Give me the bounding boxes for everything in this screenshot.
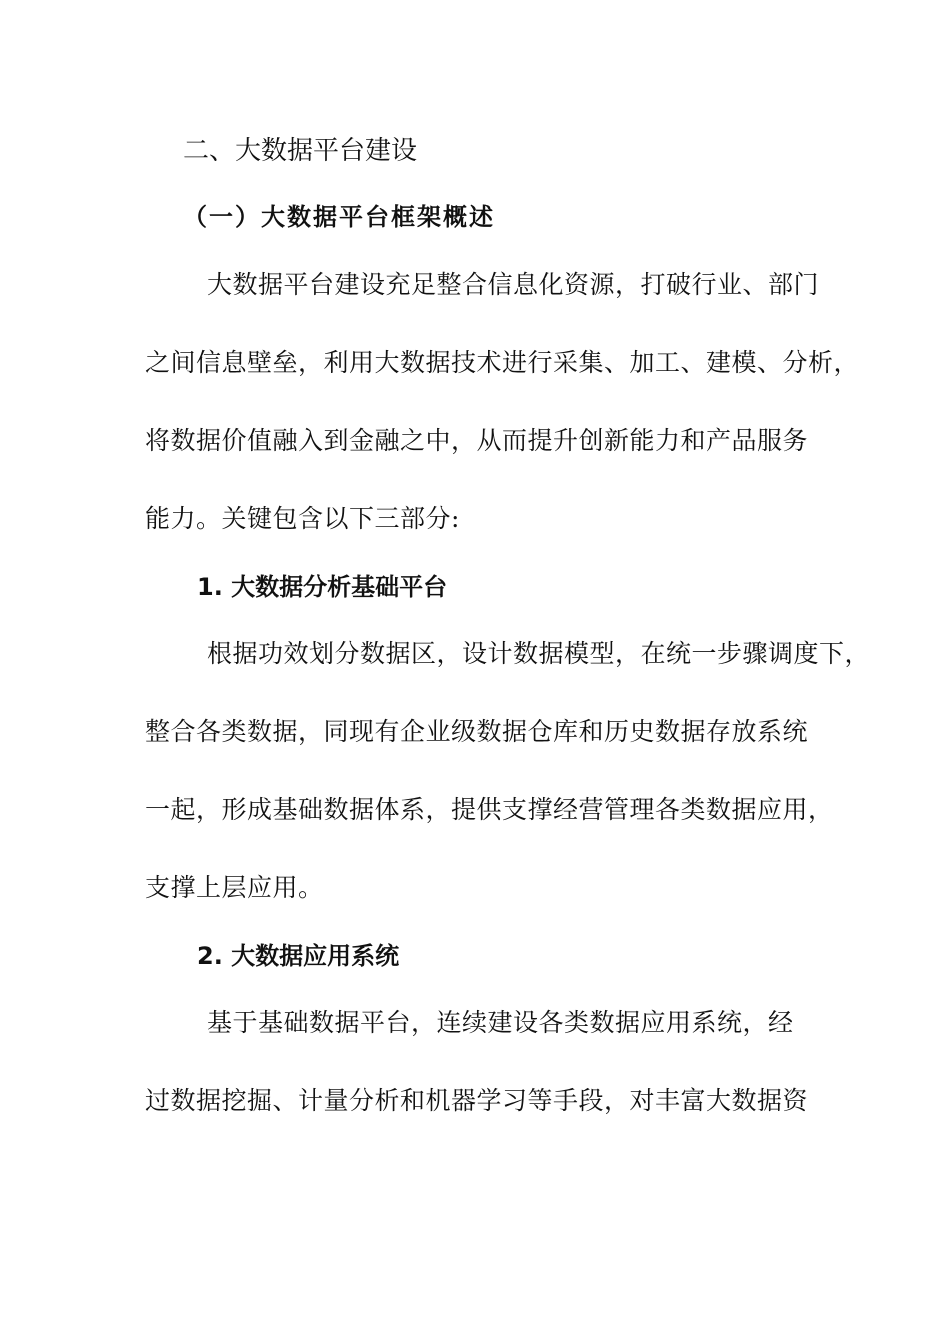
paragraph-line: 之间信息壁垒，利用大数据技术进行采集、加工、建模、分析， [145, 348, 860, 377]
paragraph-line: 将数据价值融入到金融之中，从而提升创新能力和产品服务 [145, 426, 809, 455]
paragraph-line: 基于基础数据平台，连续建设各类数据应用系统，经 [207, 1008, 794, 1037]
paragraph-line: 根据功效划分数据区，设计数据模型，在统一步骤调度下， [207, 639, 871, 668]
subsection-title: （一）大数据平台框架概述 [183, 203, 495, 231]
item-title: 2. 大数据应用系统 [197, 942, 400, 970]
paragraph-line: 一起，形成基础数据体系，提供支撑经营管理各类数据应用， [145, 795, 834, 824]
paragraph-line: 整合各类数据，同现有企业级数据仓库和历史数据存放系统 [145, 717, 809, 746]
paragraph-line: 过数据挖掘、计量分析和机器学习等手段，对丰富大数据资 [145, 1086, 809, 1115]
paragraph-line: 支撑上层应用。 [145, 873, 324, 902]
section-title: 二、大数据平台建设 [183, 136, 418, 166]
paragraph-line: 能力。关键包含以下三部分: [145, 504, 460, 533]
paragraph-line: 大数据平台建设充足整合信息化资源，打破行业、部门 [207, 270, 820, 299]
item-title: 1. 大数据分析基础平台 [197, 573, 448, 601]
